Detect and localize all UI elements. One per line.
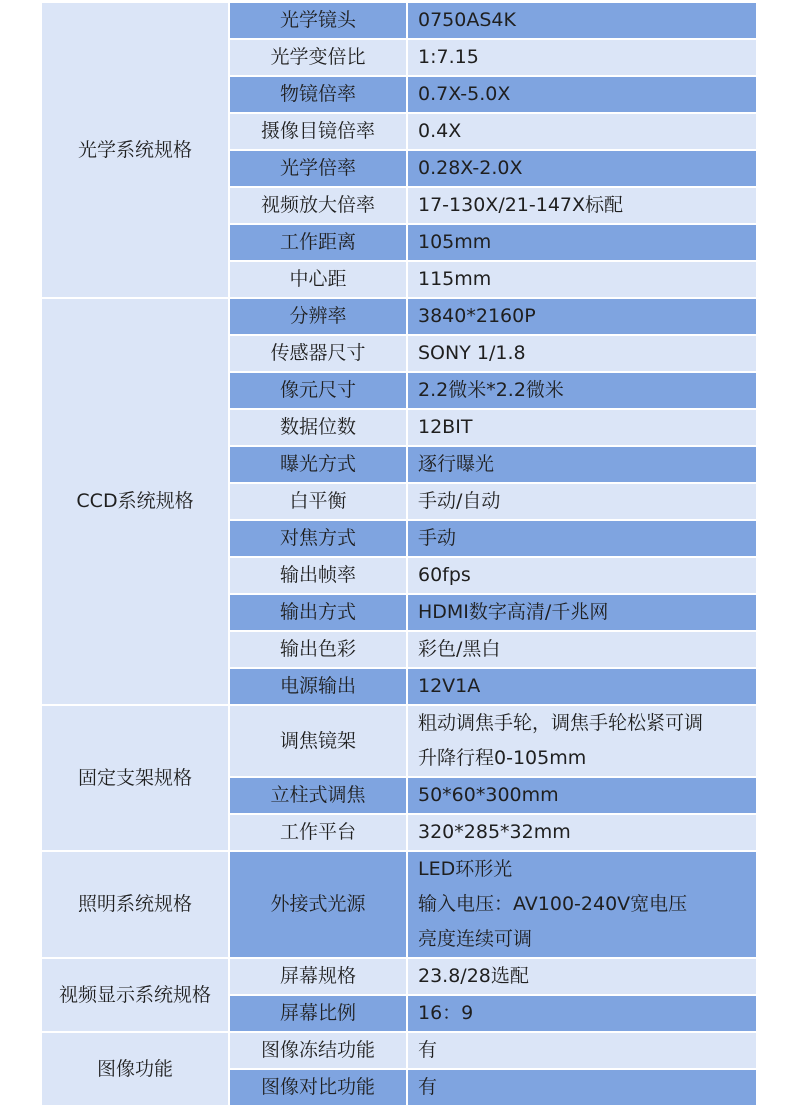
param-value — [408, 595, 756, 632]
param-value — [408, 225, 756, 262]
param-value — [408, 447, 756, 484]
spec-row — [42, 852, 756, 959]
param-value — [408, 114, 756, 151]
value-line: 有 — [418, 1039, 438, 1061]
param-label: 电源输出 — [230, 669, 408, 706]
value-line: 逐行曝光 — [418, 453, 495, 475]
param-label: 光学镜头 — [230, 3, 408, 40]
value-line: 有 — [418, 1076, 438, 1098]
value-line: 升降行程0-105mm — [418, 747, 587, 769]
group-label: 图像功能 — [42, 1033, 230, 1107]
param-value — [408, 521, 756, 558]
spec-row — [42, 3, 756, 40]
param-value — [408, 815, 756, 852]
param-label: 中心距 — [230, 262, 408, 299]
value-line: 3840*2160P — [418, 305, 536, 327]
param-value — [408, 40, 756, 77]
value-line: 手动/自动 — [418, 490, 501, 512]
param-label: 白平衡 — [230, 484, 408, 521]
value-line: 12V1A — [418, 675, 481, 697]
value-line: 50*60*300mm — [418, 784, 559, 806]
param-label: 光学变倍比 — [230, 40, 408, 77]
param-label: 图像冻结功能 — [230, 1033, 408, 1070]
group-label: 视频显示系统规格 — [42, 959, 230, 1033]
value-line: 17-130X/21-147X标配 — [418, 194, 624, 216]
value-line: 115mm — [418, 268, 492, 290]
group-label: 照明系统规格 — [42, 852, 230, 959]
param-value — [408, 188, 756, 225]
group-label: 光学系统规格 — [42, 3, 230, 299]
group-label: CCD系统规格 — [42, 299, 230, 706]
param-value — [408, 3, 756, 40]
param-label: 摄像目镜倍率 — [230, 114, 408, 151]
value-line: 16：9 — [418, 1002, 474, 1024]
value-line: 0.28X-2.0X — [418, 157, 523, 179]
spec-row — [42, 299, 756, 336]
param-value — [408, 77, 756, 114]
param-value — [408, 706, 756, 778]
param-label: 对焦方式 — [230, 521, 408, 558]
param-value — [408, 632, 756, 669]
value-line: 1:7.15 — [418, 46, 479, 68]
value-line: 输入电压：AV100-240V宽电压 — [418, 893, 688, 915]
param-label: 工作距离 — [230, 225, 408, 262]
value-line: 12BIT — [418, 416, 473, 438]
param-label: 像元尺寸 — [230, 373, 408, 410]
param-label: 输出帧率 — [230, 558, 408, 595]
param-value — [408, 151, 756, 188]
param-value — [408, 299, 756, 336]
param-label: 传感器尺寸 — [230, 336, 408, 373]
param-label: 立柱式调焦 — [230, 778, 408, 815]
param-value — [408, 1033, 756, 1070]
param-value — [408, 959, 756, 996]
param-label: 调焦镜架 — [230, 706, 408, 778]
param-value — [408, 996, 756, 1033]
value-line: 彩色/黑白 — [418, 638, 501, 660]
value-line: 0750AS4K — [418, 9, 516, 31]
param-label: 光学倍率 — [230, 151, 408, 188]
value-line: 23.8/28选配 — [418, 965, 529, 987]
param-value — [408, 852, 756, 959]
spec-row — [42, 959, 756, 996]
param-label: 输出色彩 — [230, 632, 408, 669]
value-line: 320*285*32mm — [418, 821, 571, 843]
param-label: 输出方式 — [230, 595, 408, 632]
value-line: 手动 — [418, 527, 457, 549]
param-label: 屏幕规格 — [230, 959, 408, 996]
param-value — [408, 336, 756, 373]
param-value — [408, 669, 756, 706]
param-value — [408, 410, 756, 447]
value-line: 粗动调焦手轮，调焦手轮松紧可调 — [418, 712, 704, 734]
param-label: 工作平台 — [230, 815, 408, 852]
param-label: 屏幕比例 — [230, 996, 408, 1033]
value-line: 105mm — [418, 231, 492, 253]
param-label: 数据位数 — [230, 410, 408, 447]
param-label: 视频放大倍率 — [230, 188, 408, 225]
param-label: 图像对比功能 — [230, 1070, 408, 1107]
value-line: 亮度连续可调 — [418, 928, 533, 950]
param-value — [408, 373, 756, 410]
spec-row — [42, 1033, 756, 1070]
spec-table-body — [42, 3, 756, 1107]
value-line: SONY 1/1.8 — [418, 342, 526, 364]
param-label: 曝光方式 — [230, 447, 408, 484]
value-line: HDMI数字高清/千兆网 — [418, 601, 609, 623]
param-value — [408, 1070, 756, 1107]
spec-row — [42, 706, 756, 778]
group-label: 固定支架规格 — [42, 706, 230, 852]
param-value — [408, 484, 756, 521]
param-label: 分辨率 — [230, 299, 408, 336]
param-label: 外接式光源 — [230, 852, 408, 959]
spec-table — [42, 3, 756, 1107]
param-value — [408, 778, 756, 815]
value-line: 60fps — [418, 564, 471, 586]
value-line: 0.7X-5.0X — [418, 83, 511, 105]
value-line: LED环形光 — [418, 858, 513, 880]
param-label: 物镜倍率 — [230, 77, 408, 114]
value-line: 0.4X — [418, 120, 462, 142]
param-value — [408, 262, 756, 299]
param-value — [408, 558, 756, 595]
value-line: 2.2微米*2.2微米 — [418, 379, 564, 401]
